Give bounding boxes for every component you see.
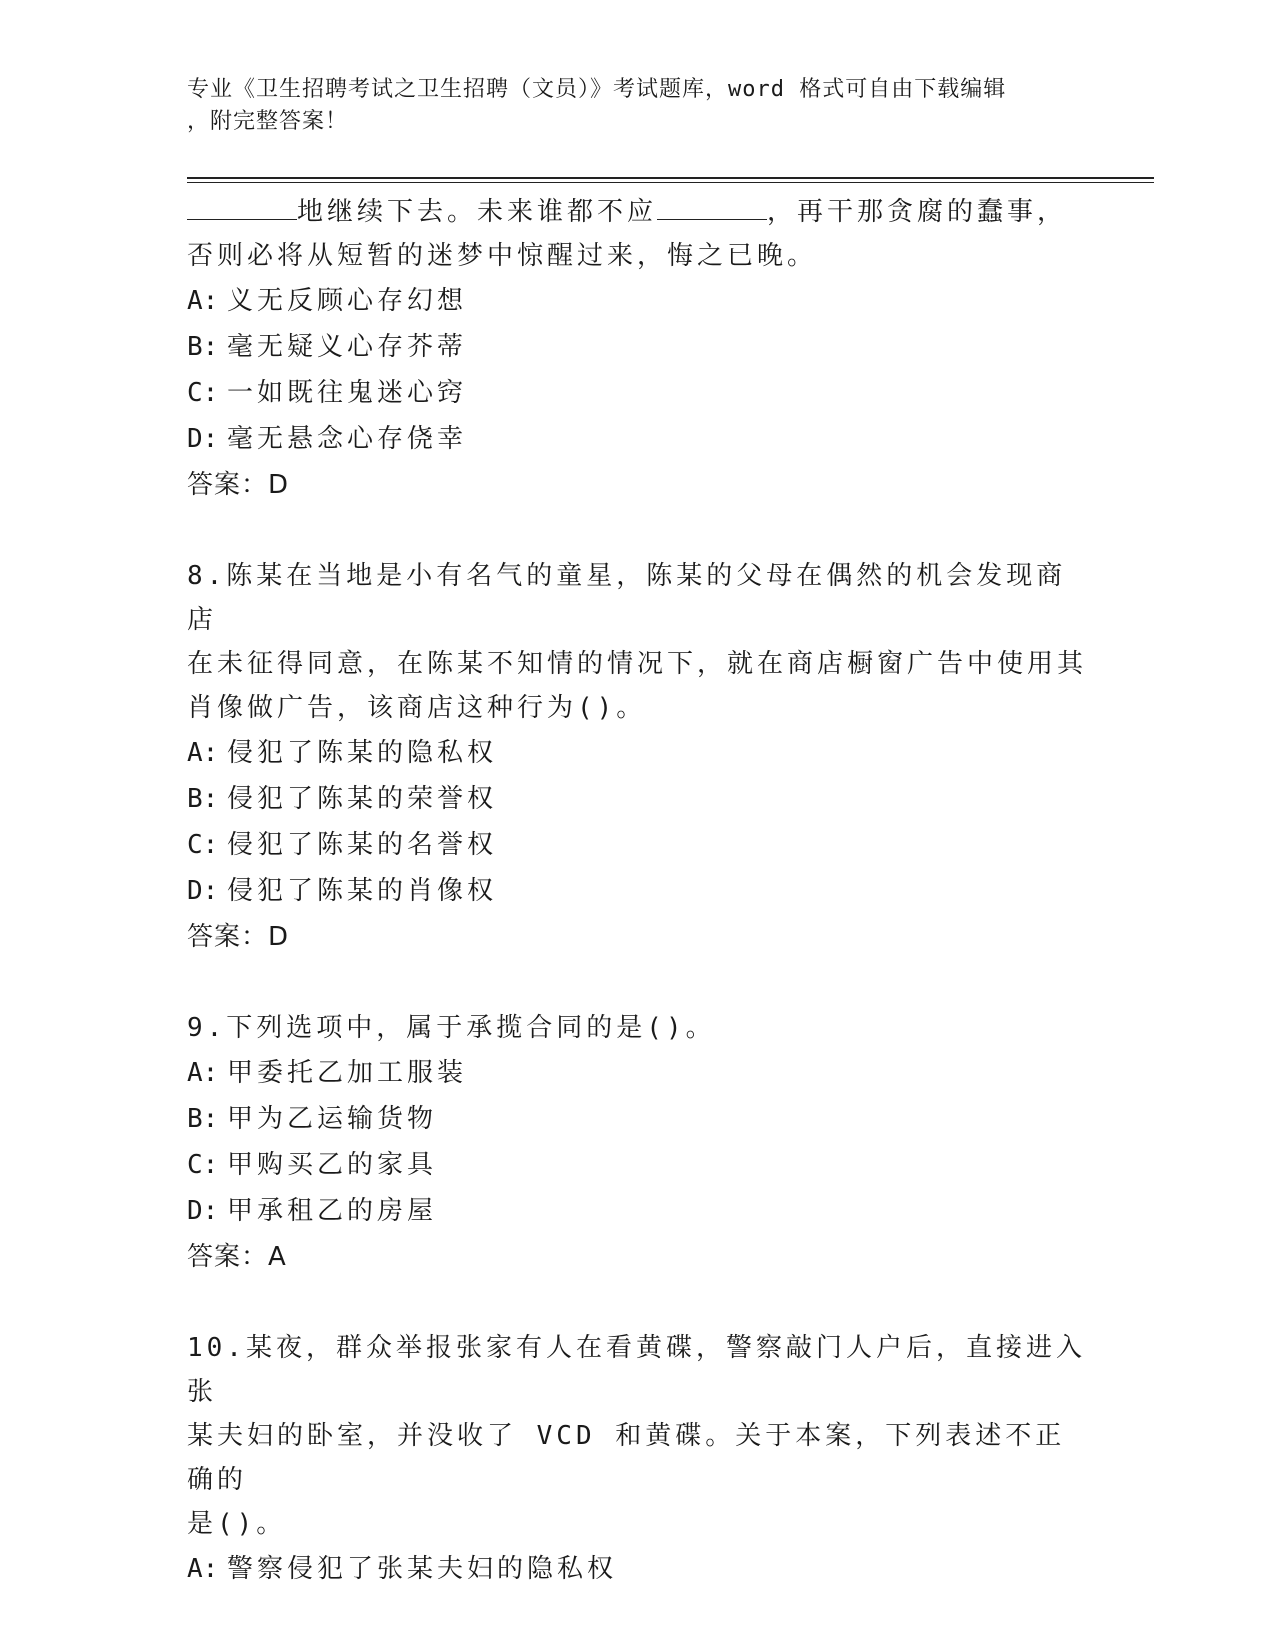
question-8-answer: 答案：D (187, 922, 289, 952)
question-8-option-a: A: 侵犯了陈某的隐私权 (187, 738, 498, 768)
question-9-option-d: D: 甲承租乙的房屋 (187, 1196, 438, 1226)
question-8-line-3: 肖像做广告，该商店这种行为()。 (187, 693, 647, 723)
question-7-option-d: D: 毫无悬念心存侥幸 (187, 424, 468, 454)
question-9-option-c: C: 甲购买乙的家具 (187, 1150, 438, 1180)
fill-blank-1 (187, 197, 297, 220)
question-9-line-1: 9.下列选项中，属于承揽合同的是()。 (187, 1013, 716, 1043)
question-8-option-b: B: 侵犯了陈某的荣誉权 (187, 784, 498, 814)
question-7-line-2: 否则必将从短暂的迷梦中惊醒过来，悔之已晚。 (187, 241, 818, 271)
header-divider-thin (187, 182, 1154, 183)
header-line-1: 专业《卫生招聘考试之卫生招聘（文员）》考试题库，word 格式可自由下载编辑 (187, 77, 1007, 102)
question-10 (187, 1326, 1087, 1592)
question-8-option-d: D: 侵犯了陈某的肖像权 (187, 876, 498, 906)
question-7-line-1: 地继续下去。未来谁都不应 ，再干那贪腐的蠢事， (187, 190, 1087, 234)
fill-blank-2 (657, 197, 767, 220)
question-7-option-a: A: 义无反顾心存幻想 (187, 286, 468, 316)
question-10-line-2: 某夫妇的卧室，并没收了 VCD 和黄碟。关于本案，下列表述不正确的 (187, 1421, 1066, 1495)
question-8-line-1: 8.陈某在当地是小有名气的童星，陈某的父母在偶然的机会发现商店 (187, 561, 1067, 635)
question-7 (187, 190, 1087, 508)
question-9-option-a: A: 甲委托乙加工服装 (187, 1058, 468, 1088)
document-header (187, 74, 1067, 138)
question-9-answer: 答案：A (187, 1242, 286, 1272)
question-7-option-c: C: 一如既往鬼迷心窍 (187, 378, 468, 408)
question-10-line-1: 10.某夜，群众举报张家有人在看黄碟，警察敲门人户后，直接进入张 (187, 1333, 1086, 1407)
question-list (187, 190, 1087, 1592)
question-7-option-b: B: 毫无疑义心存芥蒂 (187, 332, 468, 362)
question-9 (187, 1006, 1087, 1280)
header-divider-thick (187, 177, 1154, 179)
question-10-line-3: 是()。 (187, 1509, 287, 1539)
question-10-option-a: A: 警察侵犯了张某夫妇的隐私权 (187, 1554, 618, 1584)
question-7-answer: 答案：D (187, 470, 289, 500)
header-line-2: ，附完整答案！ (187, 109, 349, 134)
question-8-option-c: C: 侵犯了陈某的名誉权 (187, 830, 498, 860)
question-9-option-b: B: 甲为乙运输货物 (187, 1104, 438, 1134)
question-8-line-2: 在未征得同意，在陈某不知情的情况下，就在商店橱窗广告中使用其 (187, 649, 1088, 679)
question-8 (187, 554, 1087, 960)
